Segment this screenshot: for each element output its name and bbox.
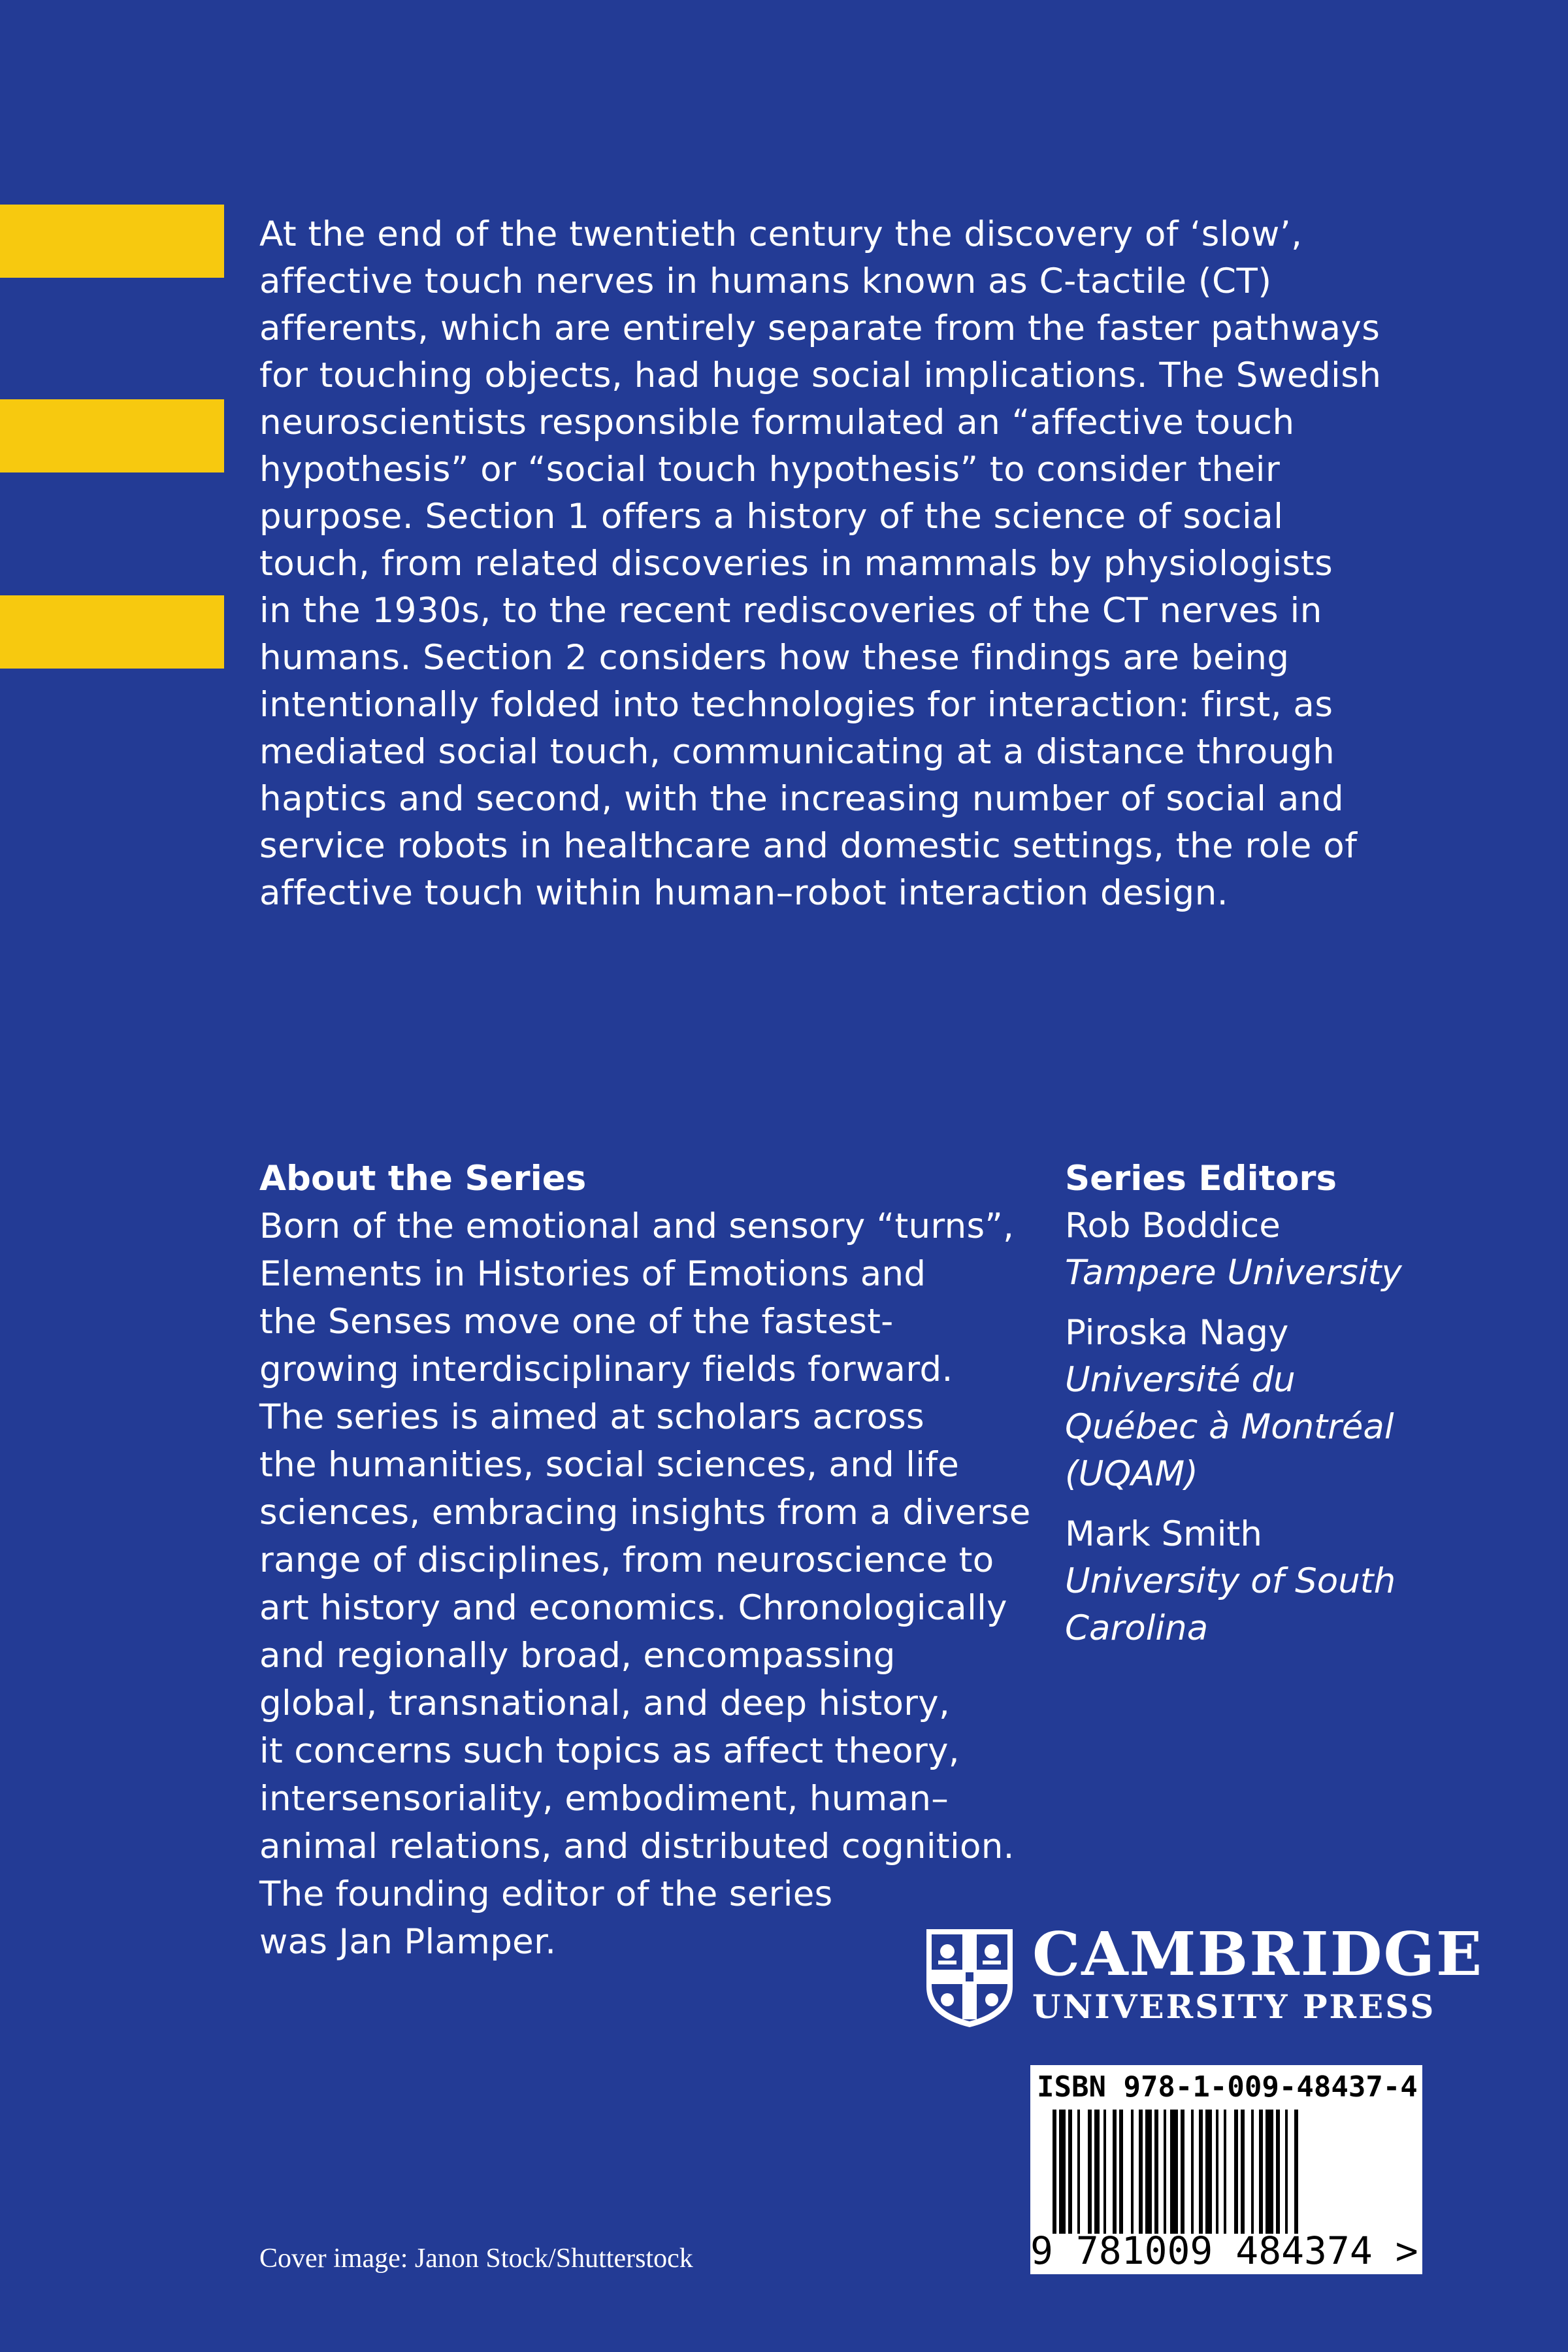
blurb-line: touch, from related discoveries in mammals by physiologists — [259, 544, 1333, 584]
barcode-stripe — [1294, 2110, 1298, 2234]
affiliation-line: Tampere University — [1065, 1253, 1402, 1293]
blurb-line: in the 1930s, to the recent rediscoveries of the CT nerves in — [259, 591, 1322, 631]
editors-heading: Series Editors — [1065, 1159, 1337, 1199]
about-line: sciences, embracing insights from a diverse — [259, 1493, 1031, 1532]
publisher-subname: UNIVERSITY PRESS — [1032, 1987, 1436, 2026]
blurb-line: purpose. Section 1 offers a history of the science of social — [259, 497, 1284, 537]
editor-affiliation — [1065, 1357, 1535, 1498]
blurb-line: haptics and second, with the increasing number of social and — [259, 779, 1345, 819]
barcode-stripe — [1145, 2110, 1152, 2234]
ean-digits: 9 781009 484374 > — [1030, 2228, 1418, 2273]
accent-bar-bottom — [0, 595, 224, 669]
barcode-stripe — [1113, 2110, 1117, 2234]
editor-entry — [1065, 1202, 1535, 1297]
barcode-stripe — [1285, 2110, 1288, 2234]
barcode-stripe — [1224, 2110, 1226, 2234]
editor-affiliation — [1065, 1250, 1535, 1297]
blurb-line: service robots in healthcare and domestic settings, the role of — [259, 826, 1358, 866]
about-heading: About the Series — [259, 1159, 587, 1199]
blurb-line: intentionally folded into technologies for interaction: first, as — [259, 685, 1333, 725]
barcode-stripe — [1199, 2110, 1203, 2234]
barcode-stripe — [1181, 2110, 1184, 2234]
publisher-logo — [924, 1919, 1484, 2032]
series-editors — [1065, 1155, 1535, 1665]
about-line: The founding editor of the series — [259, 1874, 833, 1914]
affiliation-line: Québec à Montréal — [1065, 1407, 1394, 1447]
cover-image-credit: Cover image: Janon Stock/Shutterstock — [259, 2244, 693, 2274]
about-line: The series is aimed at scholars across — [259, 1397, 924, 1437]
barcode-stripe — [1077, 2110, 1080, 2234]
barcode-stripe — [1191, 2110, 1194, 2234]
barcode-stripe — [1094, 2110, 1100, 2234]
barcode-stripe — [1241, 2110, 1245, 2234]
blurb-line: At the end of the twentieth century the discovery of ‘slow’, — [259, 214, 1303, 254]
barcode-stripe — [1251, 2110, 1254, 2234]
affiliation-line: University of South — [1065, 1561, 1396, 1601]
barcode-stripe — [1059, 2110, 1066, 2234]
about-line: it concerns such topics as affect theory, — [259, 1731, 960, 1771]
affiliation-line: Université du — [1065, 1360, 1296, 1400]
book-blurb — [259, 211, 1429, 917]
barcode-bars — [1050, 2110, 1403, 2234]
editor-entry — [1065, 1310, 1535, 1498]
blurb-line: affective touch within human–robot interaction design. — [259, 873, 1229, 913]
barcode-stripe — [1234, 2110, 1238, 2234]
accent-bar-middle — [0, 399, 224, 472]
barcode-stripe — [1053, 2110, 1056, 2234]
barcode-stripe — [1103, 2110, 1106, 2234]
barcode-stripe — [1170, 2110, 1178, 2234]
editor-name: Mark Smith — [1065, 1514, 1262, 1554]
editor-affiliation — [1065, 1558, 1535, 1652]
blurb-line: for touching objects, had huge social implications. The Swedish — [259, 356, 1382, 395]
about-line: and regionally broad, encompassing — [259, 1636, 896, 1676]
barcode-stripe — [1216, 2110, 1218, 2234]
editor-name: Piroska Nagy — [1065, 1313, 1289, 1353]
blurb-line: affective touch nerves in humans known as C-tactile (CT) — [259, 261, 1272, 301]
editor-name: Rob Boddice — [1065, 1206, 1281, 1246]
affiliation-line: (UQAM) — [1065, 1454, 1198, 1494]
barcode-stripe — [1266, 2110, 1273, 2234]
editor-entry — [1065, 1511, 1535, 1652]
barcode-stripe — [1164, 2110, 1166, 2234]
blurb-line: neuroscientists responsible formulated an “affective touch — [259, 403, 1295, 442]
about-line: art history and economics. Chronologically — [259, 1588, 1007, 1628]
isbn-barcode — [1030, 2065, 1422, 2274]
cambridge-shield-icon — [924, 1927, 1015, 2030]
accent-bar-top — [0, 205, 224, 278]
blurb-line: hypothesis” or “social touch hypothesis” to consider their — [259, 450, 1281, 489]
about-line: Elements in Histories of Emotions and — [259, 1254, 926, 1294]
barcode-stripe — [1139, 2110, 1143, 2234]
about-line: animal relations, and distributed cognition. — [259, 1827, 1015, 1866]
blurb-line: humans. Section 2 considers how these findings are being — [259, 638, 1290, 678]
about-the-series — [259, 1155, 1043, 1966]
about-line: the humanities, social sciences, and life — [259, 1445, 960, 1485]
blurb-line: mediated social touch, communicating at a distance through — [259, 732, 1335, 772]
barcode-stripe — [1088, 2110, 1092, 2234]
barcode-stripe — [1259, 2110, 1263, 2234]
about-line: Born of the emotional and sensory “turns”, — [259, 1206, 1015, 1246]
about-text — [259, 1202, 1043, 1966]
affiliation-line: Carolina — [1065, 1608, 1209, 1648]
about-line: range of disciplines, from neuroscience to — [259, 1540, 994, 1580]
about-line: the Senses move one of the fastest- — [259, 1302, 894, 1342]
publisher-name: CAMBRIDGE — [1032, 1919, 1484, 1989]
barcode-stripe — [1154, 2110, 1158, 2234]
about-line: global, transnational, and deep history, — [259, 1683, 951, 1723]
barcode-stripe — [1276, 2110, 1280, 2234]
blurb-line: afferents, which are entirely separate from the faster pathways — [259, 308, 1380, 348]
barcode-stripe — [1068, 2110, 1072, 2234]
publisher-wordmark — [1032, 1921, 1483, 2027]
barcode-stripe — [1205, 2110, 1212, 2234]
about-line: intersensoriality, embodiment, human– — [259, 1779, 949, 1819]
about-line: was Jan Plamper. — [259, 1922, 557, 1962]
about-line: growing interdisciplinary fields forward. — [259, 1350, 953, 1389]
barcode-stripe — [1119, 2110, 1123, 2234]
isbn-label: ISBN 978-1-009-48437-4 — [1037, 2070, 1418, 2104]
barcode-stripe — [1131, 2110, 1134, 2234]
